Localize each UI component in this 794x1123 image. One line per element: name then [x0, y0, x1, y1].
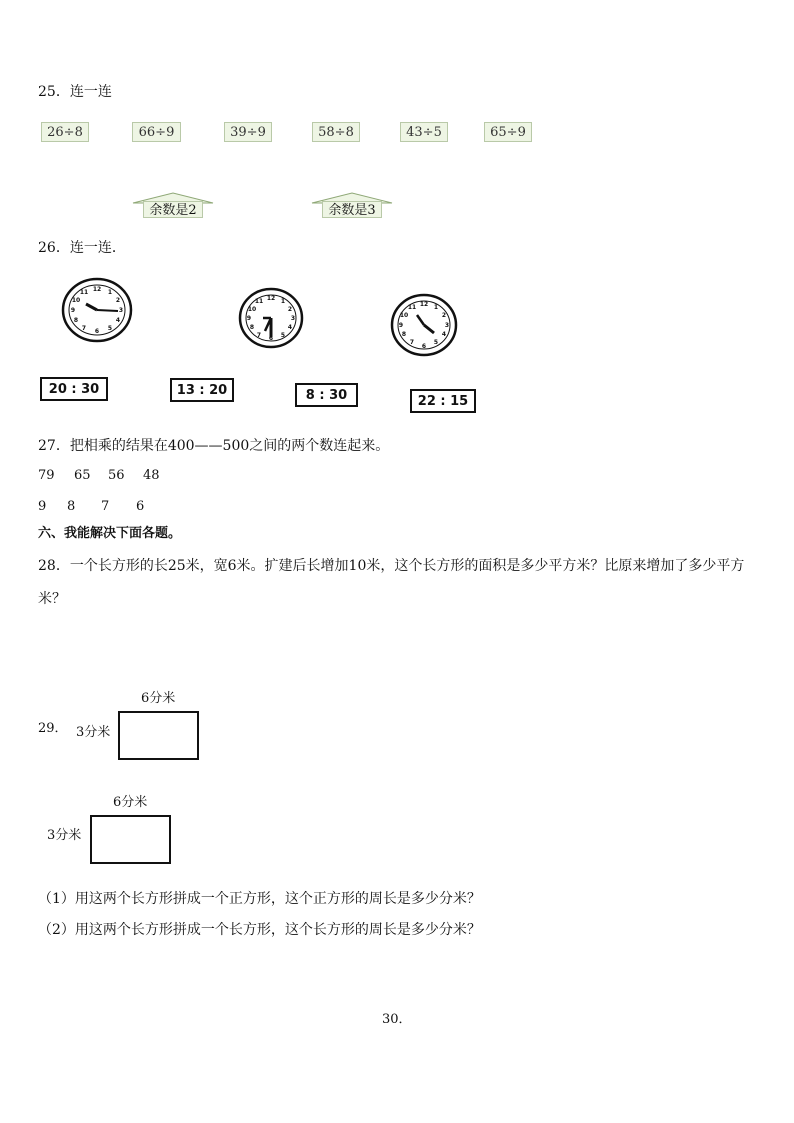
- svg-text:9: 9: [398, 322, 404, 329]
- svg-text:8: 8: [73, 317, 79, 324]
- number-79: 79: [38, 468, 55, 483]
- svg-text:2: 2: [287, 306, 293, 313]
- number-65: 65: [74, 468, 91, 483]
- time-box: 8 : 30: [295, 383, 358, 407]
- q27-title: 27．把相乘的结果在400——500之间的两个数连起来。: [38, 438, 390, 454]
- svg-text:1: 1: [107, 289, 113, 296]
- svg-text:7: 7: [409, 339, 415, 346]
- svg-text:5: 5: [433, 339, 439, 346]
- division-card-3: 39÷9: [224, 122, 272, 142]
- q28-line1: 28．一个长方形的长25米，宽6米。扩建后长增加10米，这个长方形的面积是多少平方米？比原来增加了多少平方: [38, 558, 745, 574]
- svg-text:7: 7: [256, 332, 262, 339]
- remainder-house-2: [131, 192, 215, 218]
- rect1-width-label: 6分米: [141, 691, 176, 706]
- division-card-6: 65÷9: [484, 122, 532, 142]
- q29-number: 29．: [38, 721, 68, 736]
- svg-text:8: 8: [401, 331, 407, 338]
- svg-text:6: 6: [421, 343, 427, 350]
- svg-text:10: 10: [399, 312, 409, 319]
- svg-text:11: 11: [407, 304, 417, 311]
- svg-text:6: 6: [268, 335, 274, 342]
- svg-text:5: 5: [280, 332, 286, 339]
- svg-text:9: 9: [70, 307, 76, 314]
- svg-text:12: 12: [419, 301, 429, 308]
- rect2-height-label: 3分米: [47, 828, 82, 843]
- division-card-4: 58÷8: [312, 122, 360, 142]
- division-card-2: 66÷9: [132, 122, 181, 142]
- clock-icon: [238, 287, 304, 349]
- svg-text:6: 6: [94, 328, 100, 335]
- number-6: 6: [136, 499, 145, 514]
- q28-line2: 米？: [38, 591, 66, 607]
- q29-sub2: （2）用这两个长方形拼成一个长方形，这个长方形的周长是多少分米？: [38, 922, 481, 938]
- remainder-label: 余数是3: [322, 201, 382, 218]
- remainder-house-3: [310, 192, 394, 218]
- clock-icon: [390, 293, 458, 357]
- q25-title: 25．连一连: [38, 84, 112, 100]
- rect2-width-label: 6分米: [113, 795, 148, 810]
- svg-text:4: 4: [441, 331, 447, 338]
- svg-text:4: 4: [287, 324, 293, 331]
- rectangle-1: [118, 711, 199, 760]
- svg-text:11: 11: [79, 289, 89, 296]
- svg-text:3: 3: [444, 322, 450, 329]
- svg-text:8: 8: [249, 324, 255, 331]
- svg-text:3: 3: [290, 315, 296, 322]
- svg-text:10: 10: [71, 297, 81, 304]
- q26-title: 26．连一连．: [38, 240, 126, 256]
- svg-text:4: 4: [115, 317, 121, 324]
- rectangle-2: [90, 815, 171, 864]
- svg-text:5: 5: [107, 325, 113, 332]
- svg-text:2: 2: [441, 312, 447, 319]
- clock-icon: [60, 276, 134, 344]
- svg-text:2: 2: [115, 297, 121, 304]
- remainder-label: 余数是2: [143, 201, 203, 218]
- svg-text:9: 9: [246, 315, 252, 322]
- svg-text:12: 12: [92, 286, 102, 293]
- number-7: 7: [101, 499, 110, 514]
- svg-text:11: 11: [254, 298, 264, 305]
- svg-text:3: 3: [118, 307, 124, 314]
- time-box: 13 : 20: [170, 378, 234, 402]
- division-card-1: 26÷8: [41, 122, 89, 142]
- q30-number: 30．: [382, 1012, 412, 1027]
- number-9: 9: [38, 499, 47, 514]
- rect1-height-label: 3分米: [76, 725, 111, 740]
- division-card-5: 43÷5: [400, 122, 448, 142]
- q29-sub1: （1）用这两个长方形拼成一个正方形，这个正方形的周长是多少分米？: [38, 891, 481, 907]
- svg-text:1: 1: [433, 304, 439, 311]
- svg-text:12: 12: [266, 295, 276, 302]
- number-8: 8: [67, 499, 76, 514]
- number-48: 48: [143, 468, 160, 483]
- number-56: 56: [108, 468, 125, 483]
- svg-text:1: 1: [280, 298, 286, 305]
- time-box: 20 : 30: [40, 377, 108, 401]
- svg-text:7: 7: [81, 325, 87, 332]
- svg-text:10: 10: [247, 306, 257, 313]
- time-box: 22 : 15: [410, 389, 476, 413]
- section-heading: 六、我能解决下面各题。: [38, 526, 182, 541]
